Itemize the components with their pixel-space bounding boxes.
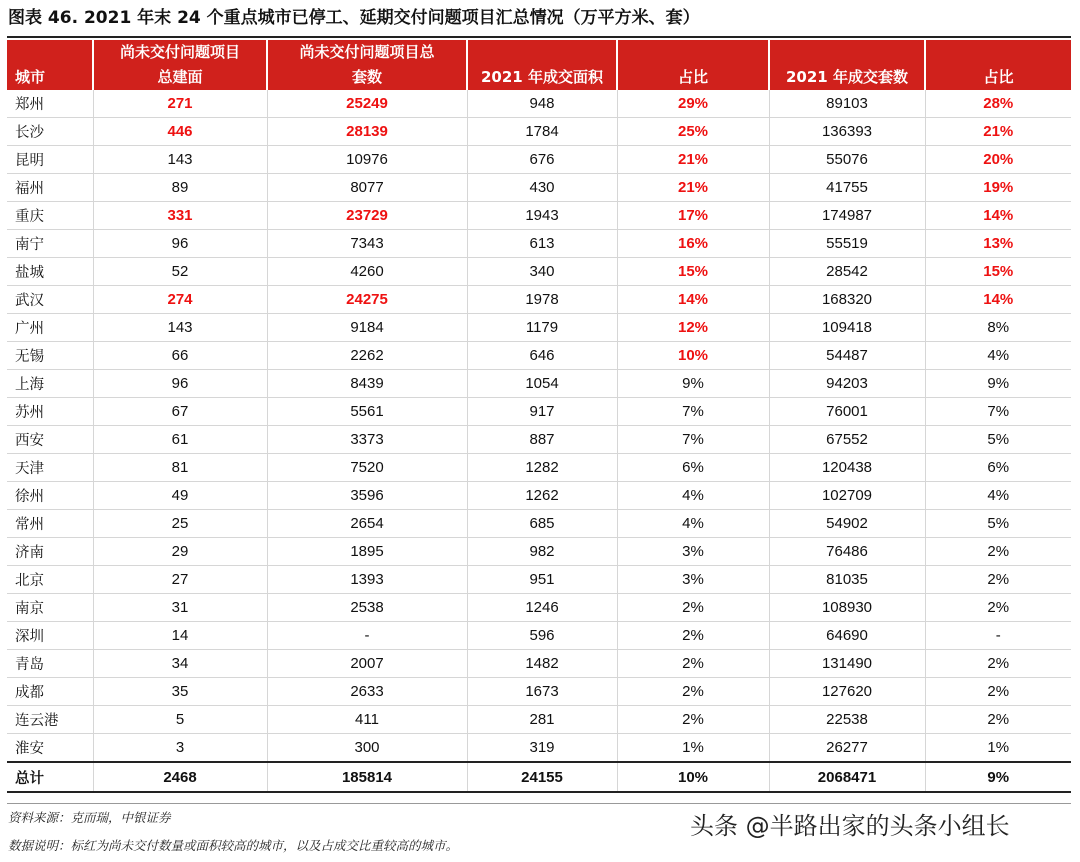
table-row bbox=[7, 398, 1071, 426]
header-unfinished-area-line2: 总建面 bbox=[157, 68, 203, 86]
cell-unfinished-area: 446 bbox=[93, 118, 267, 146]
header-unfinished-units-line1: 尚未交付问题项目总 bbox=[299, 43, 435, 61]
cell-traded-units: 136393 bbox=[769, 118, 925, 146]
cell-unfinished-units: - bbox=[267, 622, 467, 650]
cell-city: 深圳 bbox=[7, 622, 93, 650]
cell-traded-units: 120438 bbox=[769, 454, 925, 482]
cell-share-units: 19% bbox=[925, 174, 1071, 202]
cell-share-units: 4% bbox=[925, 482, 1071, 510]
cell-unfinished-area: 81 bbox=[93, 454, 267, 482]
total-share-units: 9% bbox=[925, 762, 1071, 792]
table-row bbox=[7, 678, 1071, 706]
cell-unfinished-units: 3596 bbox=[267, 482, 467, 510]
header-traded-area: 2021 年成交面积 bbox=[467, 40, 617, 90]
cell-unfinished-area: 27 bbox=[93, 566, 267, 594]
cell-unfinished-area: 271 bbox=[93, 90, 267, 118]
cell-traded-units: 67552 bbox=[769, 426, 925, 454]
cell-unfinished-area: 89 bbox=[93, 174, 267, 202]
cell-share-area: 21% bbox=[617, 146, 769, 174]
cell-unfinished-units: 24275 bbox=[267, 286, 467, 314]
cell-traded-area: 596 bbox=[467, 622, 617, 650]
cell-traded-area: 982 bbox=[467, 538, 617, 566]
cell-traded-units: 89103 bbox=[769, 90, 925, 118]
total-units: 185814 bbox=[267, 762, 467, 792]
cell-city: 昆明 bbox=[7, 146, 93, 174]
cell-traded-area: 1978 bbox=[467, 286, 617, 314]
cell-traded-units: 168320 bbox=[769, 286, 925, 314]
cell-share-units: 2% bbox=[925, 538, 1071, 566]
table-body bbox=[7, 90, 1071, 762]
cell-share-units: 4% bbox=[925, 342, 1071, 370]
cell-share-area: 2% bbox=[617, 706, 769, 734]
header-city: 城市 bbox=[7, 40, 93, 90]
cell-unfinished-units: 25249 bbox=[267, 90, 467, 118]
cell-traded-area: 613 bbox=[467, 230, 617, 258]
cell-share-area: 29% bbox=[617, 90, 769, 118]
cell-share-area: 2% bbox=[617, 622, 769, 650]
cell-share-units: 20% bbox=[925, 146, 1071, 174]
cell-share-units: 5% bbox=[925, 426, 1071, 454]
cell-city: 盐城 bbox=[7, 258, 93, 286]
cell-city: 常州 bbox=[7, 510, 93, 538]
table-row bbox=[7, 594, 1071, 622]
cell-share-units: 1% bbox=[925, 734, 1071, 763]
table-row bbox=[7, 706, 1071, 734]
cell-unfinished-area: 3 bbox=[93, 734, 267, 763]
table-row bbox=[7, 90, 1071, 118]
cell-traded-area: 1054 bbox=[467, 370, 617, 398]
table-row bbox=[7, 370, 1071, 398]
source-note: 资料来源：克而瑞，中银证券 bbox=[8, 810, 171, 825]
total-share-area: 10% bbox=[617, 762, 769, 792]
cell-traded-units: 54902 bbox=[769, 510, 925, 538]
cell-traded-area: 1784 bbox=[467, 118, 617, 146]
cell-traded-units: 41755 bbox=[769, 174, 925, 202]
cell-city: 徐州 bbox=[7, 482, 93, 510]
cell-city: 郑州 bbox=[7, 90, 93, 118]
cell-share-area: 4% bbox=[617, 482, 769, 510]
cell-share-units: 2% bbox=[925, 594, 1071, 622]
table-row bbox=[7, 286, 1071, 314]
cell-city: 无锡 bbox=[7, 342, 93, 370]
cell-share-units: 13% bbox=[925, 230, 1071, 258]
cell-city: 广州 bbox=[7, 314, 93, 342]
cell-unfinished-area: 96 bbox=[93, 230, 267, 258]
cell-share-area: 3% bbox=[617, 566, 769, 594]
cell-traded-units: 22538 bbox=[769, 706, 925, 734]
cell-city: 北京 bbox=[7, 566, 93, 594]
cell-share-units: 2% bbox=[925, 650, 1071, 678]
cell-traded-area: 340 bbox=[467, 258, 617, 286]
table-row bbox=[7, 650, 1071, 678]
cell-city: 西安 bbox=[7, 426, 93, 454]
cell-city: 苏州 bbox=[7, 398, 93, 426]
cell-share-units: 6% bbox=[925, 454, 1071, 482]
cell-traded-units: 94203 bbox=[769, 370, 925, 398]
cell-share-area: 10% bbox=[617, 342, 769, 370]
cell-traded-units: 174987 bbox=[769, 202, 925, 230]
table-row bbox=[7, 342, 1071, 370]
cell-unfinished-area: 35 bbox=[93, 678, 267, 706]
cell-unfinished-area: 34 bbox=[93, 650, 267, 678]
cell-share-area: 3% bbox=[617, 538, 769, 566]
table-row bbox=[7, 482, 1071, 510]
cell-traded-area: 646 bbox=[467, 342, 617, 370]
cell-unfinished-units: 28139 bbox=[267, 118, 467, 146]
cell-share-units: 2% bbox=[925, 678, 1071, 706]
cell-share-area: 2% bbox=[617, 678, 769, 706]
cell-unfinished-area: 331 bbox=[93, 202, 267, 230]
cell-unfinished-area: 31 bbox=[93, 594, 267, 622]
cell-traded-area: 1282 bbox=[467, 454, 617, 482]
cell-share-area: 17% bbox=[617, 202, 769, 230]
cell-share-area: 1% bbox=[617, 734, 769, 763]
cell-traded-units: 28542 bbox=[769, 258, 925, 286]
cell-share-area: 16% bbox=[617, 230, 769, 258]
cell-traded-area: 281 bbox=[467, 706, 617, 734]
cell-traded-units: 131490 bbox=[769, 650, 925, 678]
cell-traded-area: 1673 bbox=[467, 678, 617, 706]
cell-unfinished-units: 2633 bbox=[267, 678, 467, 706]
cell-unfinished-area: 66 bbox=[93, 342, 267, 370]
table-title: 图表 46. 2021 年末 24 个重点城市已停工、延期交付问题项目汇总情况（万平方米、套） bbox=[8, 8, 700, 28]
cell-traded-units: 81035 bbox=[769, 566, 925, 594]
cell-unfinished-area: 143 bbox=[93, 146, 267, 174]
cell-traded-units: 55076 bbox=[769, 146, 925, 174]
cell-traded-area: 887 bbox=[467, 426, 617, 454]
cell-unfinished-units: 7343 bbox=[267, 230, 467, 258]
table-row bbox=[7, 426, 1071, 454]
cell-unfinished-units: 411 bbox=[267, 706, 467, 734]
cell-city: 济南 bbox=[7, 538, 93, 566]
table-row bbox=[7, 202, 1071, 230]
cell-traded-units: 109418 bbox=[769, 314, 925, 342]
header-share-units: 占比 bbox=[925, 40, 1071, 90]
cell-unfinished-units: 4260 bbox=[267, 258, 467, 286]
header-row bbox=[7, 40, 1071, 90]
cell-city: 连云港 bbox=[7, 706, 93, 734]
summary-table bbox=[7, 40, 1071, 793]
cell-traded-area: 951 bbox=[467, 566, 617, 594]
header-unfinished-area-line1: 尚未交付问题项目 bbox=[119, 43, 240, 61]
cell-traded-units: 127620 bbox=[769, 678, 925, 706]
table-row bbox=[7, 258, 1071, 286]
cell-share-area: 6% bbox=[617, 454, 769, 482]
table-row bbox=[7, 622, 1071, 650]
cell-unfinished-area: 29 bbox=[93, 538, 267, 566]
cell-traded-area: 1179 bbox=[467, 314, 617, 342]
cell-city: 青岛 bbox=[7, 650, 93, 678]
cell-unfinished-area: 14 bbox=[93, 622, 267, 650]
table-row bbox=[7, 146, 1071, 174]
cell-traded-area: 1262 bbox=[467, 482, 617, 510]
total-traded-units: 2068471 bbox=[769, 762, 925, 792]
cell-traded-units: 64690 bbox=[769, 622, 925, 650]
cell-unfinished-units: 1393 bbox=[267, 566, 467, 594]
table-row bbox=[7, 538, 1071, 566]
cell-share-area: 9% bbox=[617, 370, 769, 398]
cell-unfinished-units: 2007 bbox=[267, 650, 467, 678]
cell-traded-area: 685 bbox=[467, 510, 617, 538]
cell-unfinished-area: 96 bbox=[93, 370, 267, 398]
cell-city: 南京 bbox=[7, 594, 93, 622]
cell-traded-units: 26277 bbox=[769, 734, 925, 763]
header-share-area: 占比 bbox=[617, 40, 769, 90]
cell-unfinished-units: 5561 bbox=[267, 398, 467, 426]
cell-unfinished-units: 2262 bbox=[267, 342, 467, 370]
cell-city: 淮安 bbox=[7, 734, 93, 763]
cell-unfinished-area: 143 bbox=[93, 314, 267, 342]
cell-share-units: 2% bbox=[925, 706, 1071, 734]
cell-unfinished-area: 61 bbox=[93, 426, 267, 454]
cell-share-area: 14% bbox=[617, 286, 769, 314]
total-area: 2468 bbox=[93, 762, 267, 792]
cell-city: 武汉 bbox=[7, 286, 93, 314]
cell-share-area: 15% bbox=[617, 258, 769, 286]
header-unfinished-units-line2: 套数 bbox=[351, 68, 382, 86]
cell-share-units: 21% bbox=[925, 118, 1071, 146]
cell-unfinished-units: 2538 bbox=[267, 594, 467, 622]
cell-share-area: 25% bbox=[617, 118, 769, 146]
cell-traded-units: 55519 bbox=[769, 230, 925, 258]
table-row bbox=[7, 454, 1071, 482]
total-traded-area: 24155 bbox=[467, 762, 617, 792]
cell-unfinished-area: 5 bbox=[93, 706, 267, 734]
header-traded-units: 2021 年成交套数 bbox=[769, 40, 925, 90]
cell-share-units: 7% bbox=[925, 398, 1071, 426]
cell-traded-area: 1246 bbox=[467, 594, 617, 622]
cell-traded-area: 948 bbox=[467, 90, 617, 118]
cell-city: 重庆 bbox=[7, 202, 93, 230]
cell-unfinished-area: 274 bbox=[93, 286, 267, 314]
cell-city: 上海 bbox=[7, 370, 93, 398]
cell-share-units: 28% bbox=[925, 90, 1071, 118]
cell-share-area: 21% bbox=[617, 174, 769, 202]
cell-traded-units: 76001 bbox=[769, 398, 925, 426]
table-row bbox=[7, 174, 1071, 202]
cell-traded-units: 76486 bbox=[769, 538, 925, 566]
cell-city: 成都 bbox=[7, 678, 93, 706]
cell-unfinished-area: 67 bbox=[93, 398, 267, 426]
total-label: 总计 bbox=[7, 762, 93, 792]
cell-city: 福州 bbox=[7, 174, 93, 202]
table-row bbox=[7, 230, 1071, 258]
cell-city: 南宁 bbox=[7, 230, 93, 258]
cell-unfinished-area: 49 bbox=[93, 482, 267, 510]
header-unfinished-units bbox=[267, 40, 467, 90]
cell-share-units: 9% bbox=[925, 370, 1071, 398]
cell-traded-area: 319 bbox=[467, 734, 617, 763]
cell-share-area: 4% bbox=[617, 510, 769, 538]
cell-share-units: 8% bbox=[925, 314, 1071, 342]
cell-traded-area: 1482 bbox=[467, 650, 617, 678]
cell-share-units: 5% bbox=[925, 510, 1071, 538]
cell-unfinished-units: 8077 bbox=[267, 174, 467, 202]
header-unfinished-area bbox=[93, 40, 267, 90]
table-row bbox=[7, 566, 1071, 594]
cell-share-units: - bbox=[925, 622, 1071, 650]
total-row bbox=[7, 762, 1071, 792]
cell-unfinished-units: 300 bbox=[267, 734, 467, 763]
cell-unfinished-area: 52 bbox=[93, 258, 267, 286]
table-row bbox=[7, 118, 1071, 146]
cell-city: 天津 bbox=[7, 454, 93, 482]
table-row bbox=[7, 314, 1071, 342]
cell-share-area: 2% bbox=[617, 650, 769, 678]
cell-share-area: 7% bbox=[617, 398, 769, 426]
cell-traded-units: 102709 bbox=[769, 482, 925, 510]
cell-share-units: 14% bbox=[925, 286, 1071, 314]
cell-unfinished-units: 2654 bbox=[267, 510, 467, 538]
cell-unfinished-units: 3373 bbox=[267, 426, 467, 454]
watermark-text: 头条 @半路出家的头条小组长 bbox=[690, 812, 1010, 840]
cell-unfinished-units: 8439 bbox=[267, 370, 467, 398]
table-row bbox=[7, 734, 1071, 763]
cell-traded-area: 676 bbox=[467, 146, 617, 174]
cell-unfinished-units: 7520 bbox=[267, 454, 467, 482]
cell-unfinished-units: 9184 bbox=[267, 314, 467, 342]
cell-unfinished-units: 23729 bbox=[267, 202, 467, 230]
cell-unfinished-units: 1895 bbox=[267, 538, 467, 566]
title-divider bbox=[7, 36, 1071, 38]
cell-share-area: 7% bbox=[617, 426, 769, 454]
cell-unfinished-units: 10976 bbox=[267, 146, 467, 174]
table-row bbox=[7, 510, 1071, 538]
cell-share-units: 15% bbox=[925, 258, 1071, 286]
cell-share-area: 2% bbox=[617, 594, 769, 622]
cell-share-units: 2% bbox=[925, 566, 1071, 594]
cell-traded-units: 54487 bbox=[769, 342, 925, 370]
cell-traded-area: 430 bbox=[467, 174, 617, 202]
footer-divider bbox=[7, 803, 1071, 804]
cell-traded-area: 917 bbox=[467, 398, 617, 426]
cell-share-units: 14% bbox=[925, 202, 1071, 230]
cell-share-area: 12% bbox=[617, 314, 769, 342]
cell-unfinished-area: 25 bbox=[93, 510, 267, 538]
cell-traded-units: 108930 bbox=[769, 594, 925, 622]
cell-traded-area: 1943 bbox=[467, 202, 617, 230]
data-note: 数据说明：标红为尚未交付数量或面积较高的城市，以及占成交比重较高的城市。 bbox=[8, 838, 459, 853]
cell-city: 长沙 bbox=[7, 118, 93, 146]
